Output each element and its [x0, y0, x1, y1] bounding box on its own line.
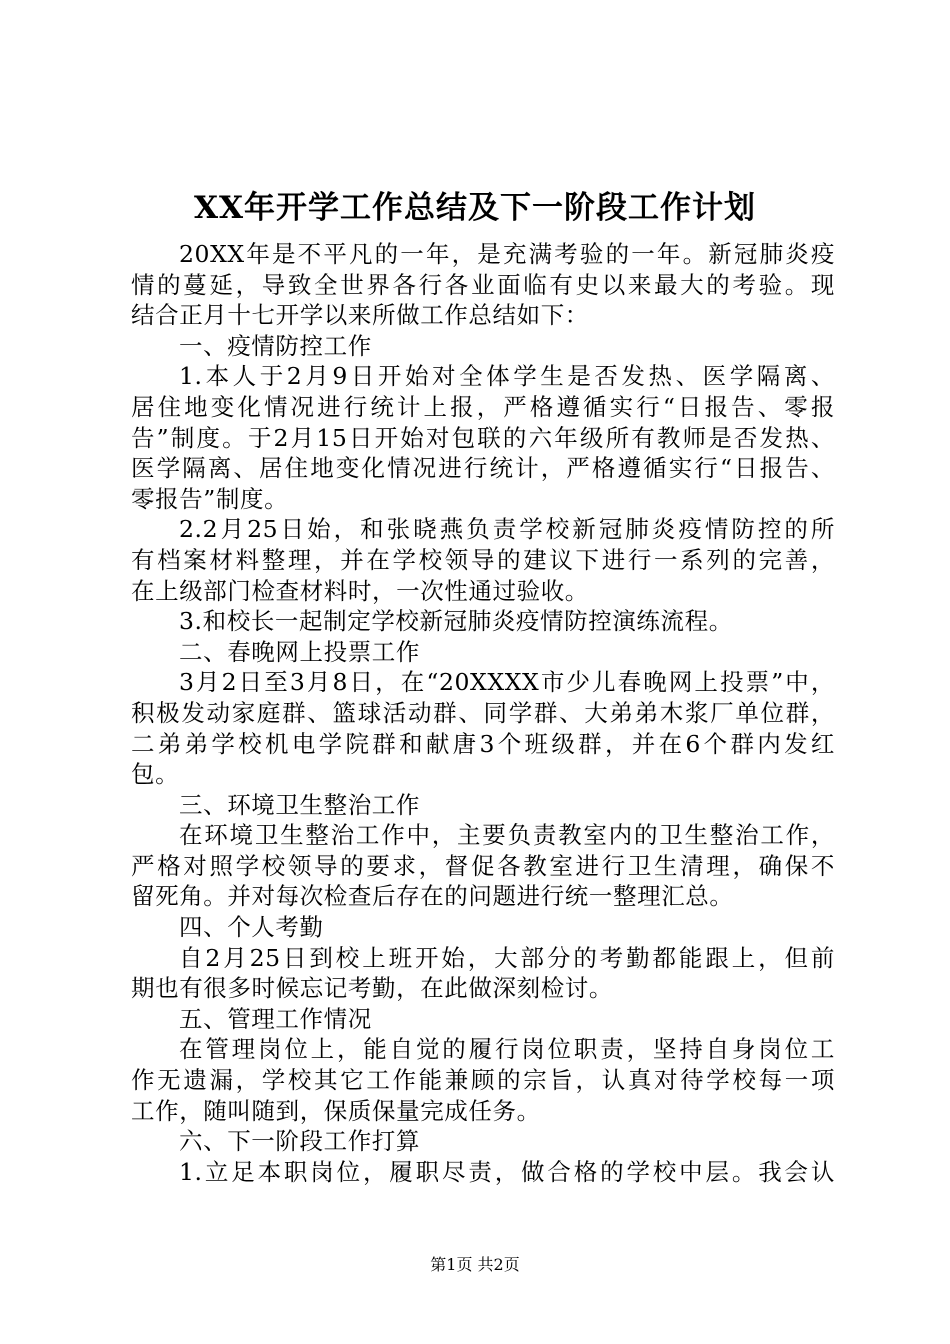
page-number-footer: 第1页 共2页 [430, 1255, 520, 1274]
document-title: XX年开学工作总结及下一阶段工作计划 [193, 190, 757, 226]
text-line: 1.立足本职岗位，履职尽责，做合格的学校中层。我会认 [179, 1157, 835, 1186]
text-line: 3月2日至3月8日，在“20XXXX市少儿春晚网上投票”中， [179, 668, 835, 697]
text-line: 有档案材料整理，并在学校领导的建议下进行一系列的完善， [131, 545, 835, 574]
text-line: 20XX年是不平凡的一年，是充满考验的一年。新冠肺炎疫 [179, 240, 835, 268]
section-heading: 三、环境卫生整治工作 [179, 790, 420, 819]
text-line: 1.本人于2月9日开始对全体学生是否发热、医学隔离、 [179, 362, 835, 391]
text-line: 工作，随叫随到，保质保量完成任务。 [131, 1096, 541, 1125]
text-line: 结合正月十七开学以来所做工作总结如下： [131, 301, 589, 330]
text-line: 自2月25日到校上班开始，大部分的考勤都能跟上，但前 [179, 943, 835, 972]
text-line: 零报告”制度。 [131, 484, 289, 513]
text-line: 作无遗漏，学校其它工作能兼顾的宗旨，认真对待学校每一项 [131, 1066, 835, 1095]
document-body [131, 239, 835, 1187]
section-heading: 二、春晚网上投票工作 [179, 637, 420, 666]
section-heading: 四、个人考勤 [179, 913, 324, 942]
section-heading: 五、管理工作情况 [179, 1004, 372, 1033]
text-line: 期也有很多时候忘记考勤，在此做深刻检讨。 [131, 974, 613, 1003]
text-line: 情的蔓延，导致全世界各行各业面临有史以来最大的考验。现 [131, 270, 835, 299]
text-line: 医学隔离、居住地变化情况进行统计，严格遵循实行“日报告、 [131, 454, 835, 483]
text-line: 严格对照学校领导的要求，督促各教室进行卫生清理，确保不 [131, 851, 835, 880]
text-line: 二弟弟学校机电学院群和献唐3个班级群，并在6个群内发红 [131, 729, 835, 758]
text-line: 留死角。并对每次检查后存在的问题进行统一整理汇总。 [131, 882, 734, 911]
text-line: 3.和校长一起制定学校新冠肺炎疫情防控演练流程。 [179, 607, 733, 636]
section-heading: 一、疫情防控工作 [179, 331, 372, 360]
text-line: 积极发动家庭群、篮球活动群、同学群、大弟弟木浆厂单位群， [131, 698, 835, 727]
text-line: 在管理岗位上，能自觉的履行岗位职责，坚持自身岗位工 [179, 1035, 835, 1064]
section-heading: 六、下一阶段工作打算 [179, 1127, 420, 1156]
text-line: 在上级部门检查材料时，一次性通过验收。 [131, 576, 589, 605]
text-line: 在环境卫生整治工作中，主要负责教室内的卫生整治工作， [179, 821, 835, 850]
text-line: 告”制度。于2月15日开始对包联的六年级所有教师是否发热、 [131, 423, 835, 452]
text-line: 居住地变化情况进行统计上报，严格遵循实行“日报告、零报 [131, 392, 835, 421]
text-line: 2.2月25日始，和张晓燕负责学校新冠肺炎疫情防控的所 [179, 515, 835, 544]
text-line: 包。 [131, 760, 180, 789]
